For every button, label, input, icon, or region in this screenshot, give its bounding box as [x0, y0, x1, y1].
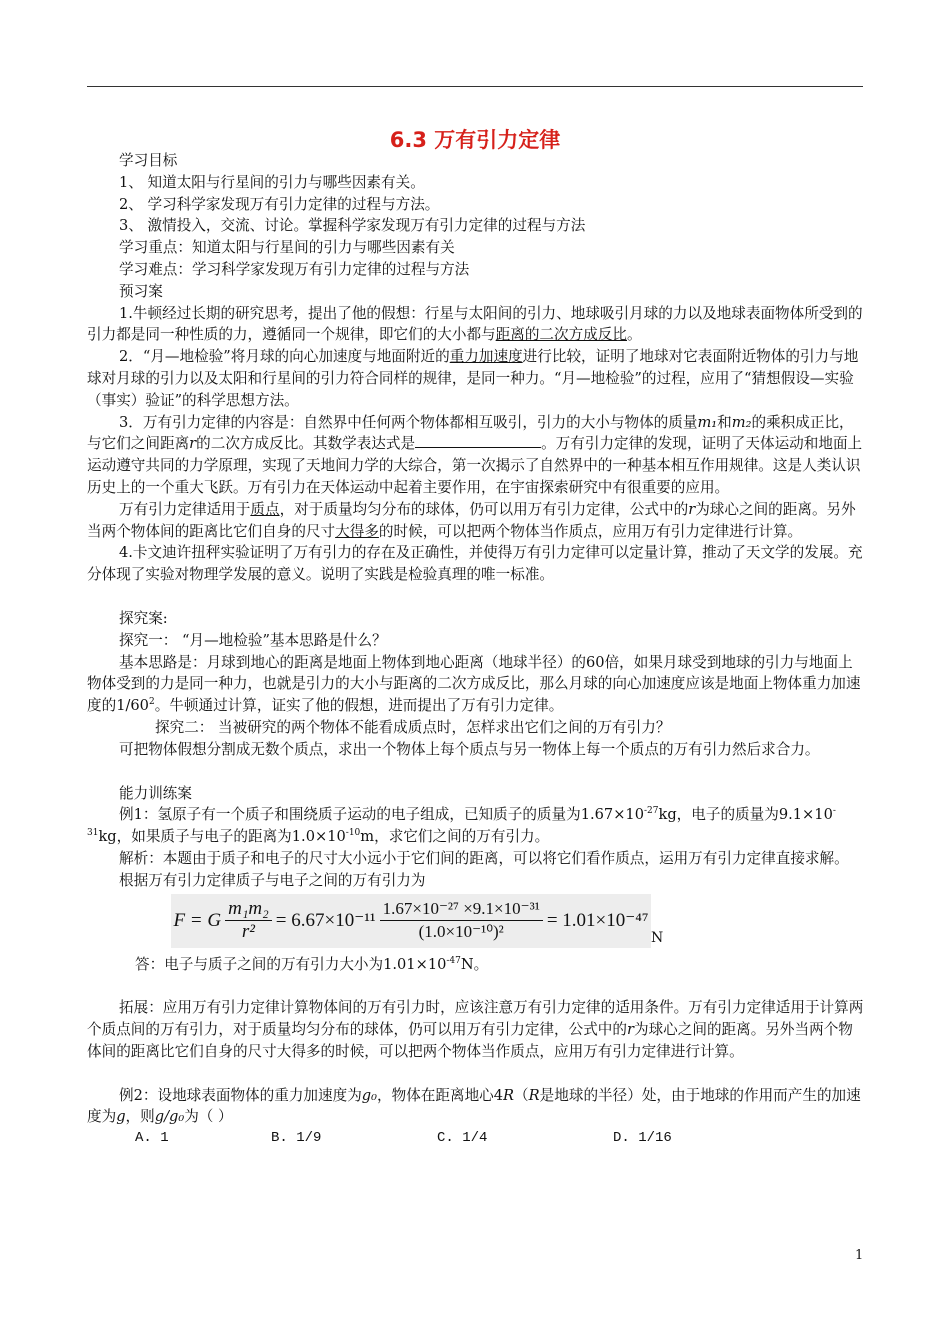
preview-paragraph-4: 万有引力定律适用于质点，对于质量均匀分布的球体，仍可以用万有引力定律，公式中的r为球心之间的距离。另外当两个物体间的距离比它们自身的尺寸大得多的时候，可以把两个物体当作质点，应用万有引力定律进行计算。 [87, 500, 856, 540]
preview-heading: 预习案 [119, 282, 163, 300]
header-rule [87, 86, 863, 87]
goal-item-3: 3、 激情投入，交流、讨论。掌握科学家发现万有引力定律的过程与方法 [119, 217, 586, 235]
answer-underline-3: 质点 [250, 500, 280, 518]
option-b[interactable]: B. 1/9 [271, 1130, 322, 1147]
option-d[interactable]: D. 1/16 [613, 1130, 672, 1147]
option-c[interactable]: C. 1/4 [437, 1130, 488, 1147]
extension-paragraph: 拓展：应用万有引力定律计算物体间的万有引力时，应该注意万有引力定律的适用条件。万有引力定律适用于计算两个质点间的万有引力，对于质量均匀分布的球体，仍可以用万有引力定律，公式中的r为球心之间的距离。另外当两个物体间的距离比它们自身的尺寸大得多的时候，可以把两个物体当作质点，应用万有引力定律进行计算。 [87, 999, 864, 1060]
explore-question-1: 探究一： “月—地检验”基本思路是什么？ [119, 631, 387, 649]
example-1: 例1：氢原子有一个质子和围绕质子运动的电子组成，已知质子的质量为$1.67\times 10^{-27}kg$，电子的质量为$9.1\times 10^{-31}kg$，如果质子与电子的距离为$1.0\times 10^{-10}m$，求它们之间的万有引力。 [87, 806, 836, 846]
preview-paragraph-1: 1.牛顿经过长期的研究思考，提出了他的假想：行星与太阳间的引力、地球吸引月球的力以及地球表面物体所受到的引力都是同一种性质的力，遵循同一个规律，即它们的大小都与距离的二次方成反比。 [87, 304, 863, 344]
explore-heading: 探究案: [119, 609, 168, 627]
answer-underline-1: 距离的二次方成反比 [495, 326, 627, 344]
page-number: 1 [855, 1248, 864, 1263]
key-point: 学习重点：知道太阳与行星间的引力与哪些因素有关 [119, 239, 455, 257]
formula-row [87, 892, 865, 954]
option-a[interactable]: A. 1 [135, 1130, 169, 1147]
answer-underline-2: 重力加速度 [449, 348, 523, 366]
formula-lead: 根据万有引力定律质子与电子之间的万有引力为 [119, 871, 426, 889]
formula-fraction-1: $\frac{\text{m₁m₂}}{\text{r²}}$ [225, 898, 272, 943]
training-heading: 能力训练案 [119, 784, 192, 802]
document-body [87, 150, 865, 1150]
example-1-analysis: 解析：本题由于质子和电子的尺寸大小远小于它们间的距离，可以将它们看作质点，运用万有引力定律直接求解。 [119, 849, 849, 867]
answer-underline-4: 大得多 [335, 522, 379, 540]
difficulty-point: 学习难点：学习科学家发现万有引力定律的过程与方法 [119, 260, 470, 278]
preview-paragraph-5: 4.卡文迪许扭秤实验证明了万有引力的存在及正确性，并使得万有引力定律可以定量计算，推动了天文学的发展。充分体现了实验对物理学发展的意义。说明了实践是检验真理的唯一标准。 [87, 544, 863, 584]
gravity-formula: F = G $\frac{\text{m₁m₂}}{\text{r²}}$ = 6.67×10⁻¹¹ $\frac{\text{1.67×10⁻²⁷ ×9.1×10⁻³¹}}{\text{(1.0×10⁻¹⁰)²}}$ = 1.01×10⁻⁴⁷ [171, 894, 651, 948]
goal-item-1: 1、 知道太阳与行星间的引力与哪些因素有关。 [119, 173, 425, 191]
formula-unit: N [651, 929, 664, 946]
example-1-answer: 答：电子与质子之间的万有引力大小为$1.01\times 10^{-47}N$。 [135, 955, 489, 973]
explore-answer-2: 可把物体假想分割成无数个质点，求出一个物体上每个质点与另一物体上每一个质点的万有引力然后求合力。 [119, 740, 820, 758]
preview-paragraph-2: 2．“月—地检验”将月球的向心加速度与地面附近的重力加速度进行比较，证明了地球对它表面附近物体的引力与地球对月球的引力以及太阳和行星间的引力符合同样的规律，是同一种力。“月—地检验”的过程，应用了“猜想假设—实验（事实）验证”的科学思想方法。 [87, 348, 859, 409]
example-2-options [87, 1128, 865, 1150]
preview-paragraph-3: 3．万有引力定律的内容是：自然界中任何两个物体都相互吸引，引力的大小与物体的质量m₁和m₂的乘积成正比，与它们之间距离r的二次方成反比。其数学表达式是 。万有引力定律的发现，证明了天体运动和地面上运动遵守共同的力学原理，实现了天地间力学的大综合，第一次揭示了自然界中的一种基本相互作用规律。这是人类认识历史上的一个重大飞跃。万有引力在天体运动中起着主要作用，在宇宙探索研究中有很重要的应用。 [87, 413, 863, 496]
goal-item-2: 2、 学习科学家发现万有引力定律的过程与方法。 [119, 195, 440, 213]
goals-heading: 学习目标 [119, 152, 178, 169]
example-2: 例2：设地球表面物体的重力加速度为g₀，物体在距离地心4R（R是地球的半径）处，由于地球的作用而产生的加速度为g，则g/g₀为（ ） [87, 1086, 861, 1126]
answer-blank[interactable] [415, 433, 541, 448]
explore-question-2: 探究二： 当被研究的两个物体不能看成质点时，怎样求出它们之间的万有引力？ [155, 718, 671, 736]
formula-fraction-2: $\frac{\text{1.67×10⁻²⁷ ×9.1×10⁻³¹}}{\text{(1.0×10⁻¹⁰)²}}$ [380, 898, 543, 943]
explore-answer-1: 基本思路是：月球到地心的距离是地面上物体到地心距离（地球半径）的60倍，如果月球受到地球的引力与地面上物体受到的力是同一种力，也就是引力的大小与距离的二次方成反比，那么月球的向心加速度应该是地面上物体重力加速度的$1/60^2$。牛顿通过计算，证实了他的假想，进而提出了万有引力定律。 [87, 653, 861, 715]
page-title: 6.3 万有引力定律 [389, 128, 561, 152]
